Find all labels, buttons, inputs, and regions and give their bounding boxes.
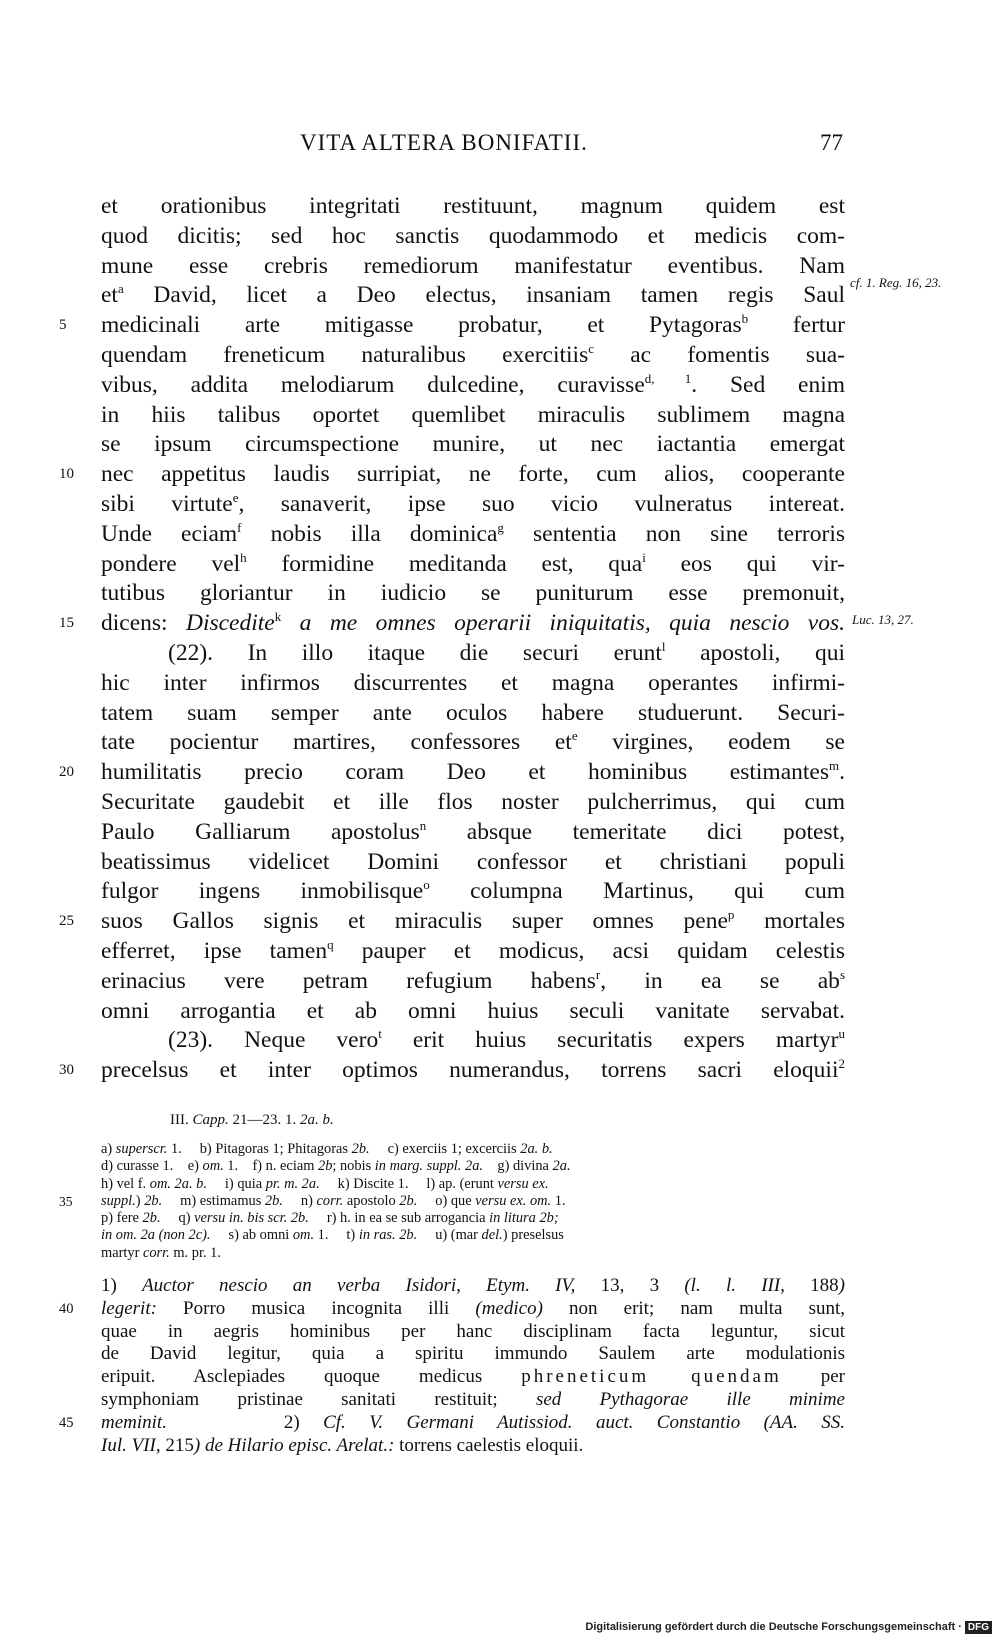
footnote-line-text: symphoniam pristinae sanitati restituit; sed Pythagorae ille minime: [101, 1388, 845, 1410]
apparatus-line: [101, 1176, 845, 1193]
text-line: [101, 371, 845, 401]
apparatus-line-text: in om. 2a (non 2c). s) ab omni om. 1. t) in ras. 2b. u) (mar del.) preselsus: [101, 1227, 564, 1244]
footnote-line: [101, 1343, 845, 1366]
text-line-content: Paulo Galliarum apostolus$^n$ absque temeritate dici potest,: [101, 817, 845, 845]
apparatus-line-text: martyr corr. m. pr. 1.: [101, 1244, 221, 1261]
footnote-line: [59, 1411, 845, 1435]
text-line-content: in hiis talibus oportet quemlibet miraculis sublimem magna: [101, 401, 845, 428]
footnote-line: [101, 1366, 845, 1389]
text-line-content: fulgor ingens inmobilisque$^o$ columpna Martinus, qui cum: [101, 877, 846, 905]
text-line: [59, 1056, 845, 1086]
text-line: [101, 848, 845, 878]
text-line-content: mune esse crebris remediorum manifestatur eventibus. Nam: [101, 252, 845, 279]
text-line-content: omni arrogantia et ab omni huius seculi vanitate servabat.: [101, 997, 845, 1024]
text-line-content: tutibus gloriantur in iudicio se puniturum esse premonuit,: [101, 580, 845, 607]
text-line: [101, 639, 845, 669]
text-line-content: (22). In illo itaque die securi erunt$^l$ apostoli, qui: [168, 638, 845, 666]
text-line: [59, 907, 845, 937]
text-line-content: $et^a$ David, licet a Deo electus, insaniam tamen regis Saul: [101, 281, 845, 309]
text-line-content: vibus, addita melodiarum dulcedine, curavisse$^{d, 1}$. Sed enim: [101, 370, 846, 398]
footnote-line-text: Iul. VII, 215) de Hilario episc. Arelat.: torrens caelestis eloquii.: [101, 1434, 584, 1456]
text-line-content: tatem suam semper ante oculos habere studuerunt. Securi-: [101, 699, 845, 726]
text-line: [101, 818, 845, 848]
line-number: 25: [59, 913, 74, 930]
line-number: 40: [59, 1300, 74, 1317]
capp-line: III. Capp. 21—23. 1. 2a. b.: [170, 1112, 334, 1128]
text-line-content: nec appetitus laudis surripiat, ne forte, cum alios, cooperante: [101, 461, 845, 488]
footnotes: [59, 1275, 846, 1457]
text-line: [101, 401, 845, 431]
text-line: [101, 967, 845, 997]
critical-apparatus: [59, 1141, 845, 1262]
text-line: [101, 997, 845, 1027]
text-line: [101, 550, 845, 580]
text-line-content: beatissimus videlicet Domini confessor et christiani populi: [101, 848, 845, 875]
line-number: 10: [59, 466, 74, 483]
text-line: [101, 341, 845, 371]
footnote-line-text: eripuit. Asclepiades quoque medicus phreneticum quendam per: [101, 1366, 846, 1388]
text-line-content: Securitate gaudebit et ille flos noster pulcherrimus, qui cum: [101, 788, 845, 815]
footnote-line-text: quae in aegris hominibus per hanc disciplinam facta leguntur, sicut: [101, 1320, 845, 1342]
text-line-content: suos Gallos signis et miraculis super omnes pene$^p$ mortales: [101, 907, 845, 935]
dfg-logo: DFG: [965, 1621, 992, 1634]
text-line: [101, 192, 845, 222]
line-number: 15: [59, 615, 74, 632]
text-line-content: humilitatis precio coram Deo et hominibus estimantes$^m$.: [101, 758, 845, 786]
text-line-content: Unde eciam$^f$ nobis illa dominica$^g$ sententia non sine terroris: [101, 519, 845, 547]
apparatus-line-text: p) fere 2b. q) versu in. bis scr. 2b. r) h. in ea se sub arrogancia in litura 2b;: [101, 1210, 559, 1227]
main-text: [59, 192, 846, 1086]
text-line: [101, 728, 845, 758]
text-line: [101, 222, 845, 252]
running-title: VITA ALTERA BONIFATII.: [300, 130, 588, 155]
text-line: [101, 937, 845, 967]
footnote-line-text: de David legitur, quia a spiritu immundo Saulem arte modulationis: [101, 1343, 845, 1365]
text-line: [101, 430, 845, 460]
text-line-content: et orationibus integritati restituunt, magnum quidem est: [101, 193, 845, 219]
apparatus-line: [101, 1141, 845, 1158]
text-line: [59, 758, 845, 788]
line-number: 35: [59, 1193, 73, 1209]
apparatus-line: [101, 1245, 845, 1262]
footnote-line-text: 1) Auctor nescio an verba Isidori, Etym. IV, 13, 3 (l. l. III, 188): [101, 1275, 845, 1296]
margin-note-luc: Luc. 13, 27.: [852, 612, 914, 627]
text-line: [101, 1026, 845, 1056]
text-line: [101, 877, 845, 907]
text-line: [101, 252, 845, 282]
text-line: [101, 490, 845, 520]
text-line: [101, 520, 845, 550]
text-line: [101, 281, 845, 311]
apparatus-line-text: d) curasse 1. e) om. 1. f) n. eciam 2b; nobis in marg. suppl. 2a. g) divina 2a.: [101, 1158, 571, 1175]
apparatus-line: [101, 1210, 845, 1227]
text-line: [59, 609, 845, 639]
text-line-content: erinacius vere petram refugium habens$^r$, in ea se $ab^s$: [101, 966, 845, 994]
digitization-credit: Digitalisierung gefördert durch die Deutsche Forschungsgemeinschaft · DFG: [585, 1621, 992, 1634]
apparatus-line-text: h) vel f. om. 2a. b. i) quia pr. m. 2a. k) Discite 1. l) ap. (erunt versu ex.: [101, 1175, 549, 1192]
footnote-line: [101, 1435, 845, 1458]
line-number: 45: [59, 1414, 74, 1431]
footnote-line-text: legerit: Porro musica incognita illi (medico) non erit; nam multa sunt,: [101, 1297, 845, 1319]
line-number: 30: [59, 1062, 74, 1079]
line-number: 5: [59, 317, 67, 334]
line-number: 20: [59, 764, 74, 781]
text-line-content: precelsus et inter optimos numerandus, torrens sacri eloquii$^2$: [101, 1056, 845, 1084]
text-line-content: medicinali arte mitigasse probatur, et Pytagoras$^b$ fertur: [101, 311, 846, 339]
text-line-content: tate pocientur martires, confessores $et^e$ virgines, eodem se: [101, 728, 845, 756]
text-line-content: quendam freneticum naturalibus exercitiis$^c$ ac fomentis sua-: [101, 340, 845, 368]
text-line-content: pondere vel$^h$ formidine meditanda est, qua$^i$ eos qui vir-: [101, 549, 845, 577]
margin-note-reg: cf. 1. Reg. 16, 23.: [850, 275, 942, 290]
footnote-line: [59, 1297, 845, 1321]
footnote-line-text: meminit. 2) Cf. V. Germani Autissiod. auct. Constantio (AA. SS.: [101, 1411, 845, 1433]
footnote-line: [101, 1321, 845, 1344]
text-line-content: (23). Neque vero$^t$ erit huius securitatis expers martyr$^u$: [168, 1026, 846, 1054]
text-line: [59, 460, 845, 490]
text-line: [59, 311, 846, 341]
apparatus-line: [101, 1227, 845, 1244]
apparatus-line: [59, 1192, 845, 1210]
text-line-content: efferret, ipse tamen$^q$ pauper et modicus, acsi quidam celestis: [101, 936, 845, 964]
text-line-content: dicens: Discedite$^k$ a me omnes operarii iniquitatis, quia nescio vos.: [101, 609, 845, 637]
apparatus-line: [101, 1158, 845, 1175]
text-line-content: quod dicitis; sed hoc sanctis quodammodo et medicis com-: [101, 222, 845, 249]
text-line: [101, 669, 845, 699]
apparatus-line-text: suppl.) 2b. m) estimamus 2b. n) corr. apostolo 2b. o) que versu ex. om. 1.: [101, 1192, 566, 1209]
text-line: [101, 788, 845, 818]
text-line-content: hic inter infirmos discurrentes et magna operantes infirmi-: [101, 669, 845, 696]
running-header: [0, 130, 1000, 160]
text-line-content: sibi virtute$^e$, sanaverit, ipse suo vicio vulneratus intereat.: [101, 489, 846, 517]
page-number: 77: [820, 130, 843, 155]
apparatus-line-text: a) superscr. 1. b) Pitagoras 1; Phitagoras 2b. c) exerciis 1; excerciis 2a. b.: [101, 1141, 553, 1157]
footnote-line: [101, 1389, 845, 1412]
text-line: [101, 579, 845, 609]
footnote-line: [101, 1275, 845, 1298]
text-line-content: se ipsum circumspectione munire, ut nec iactantia emergat: [101, 431, 845, 458]
text-line: [101, 699, 845, 729]
